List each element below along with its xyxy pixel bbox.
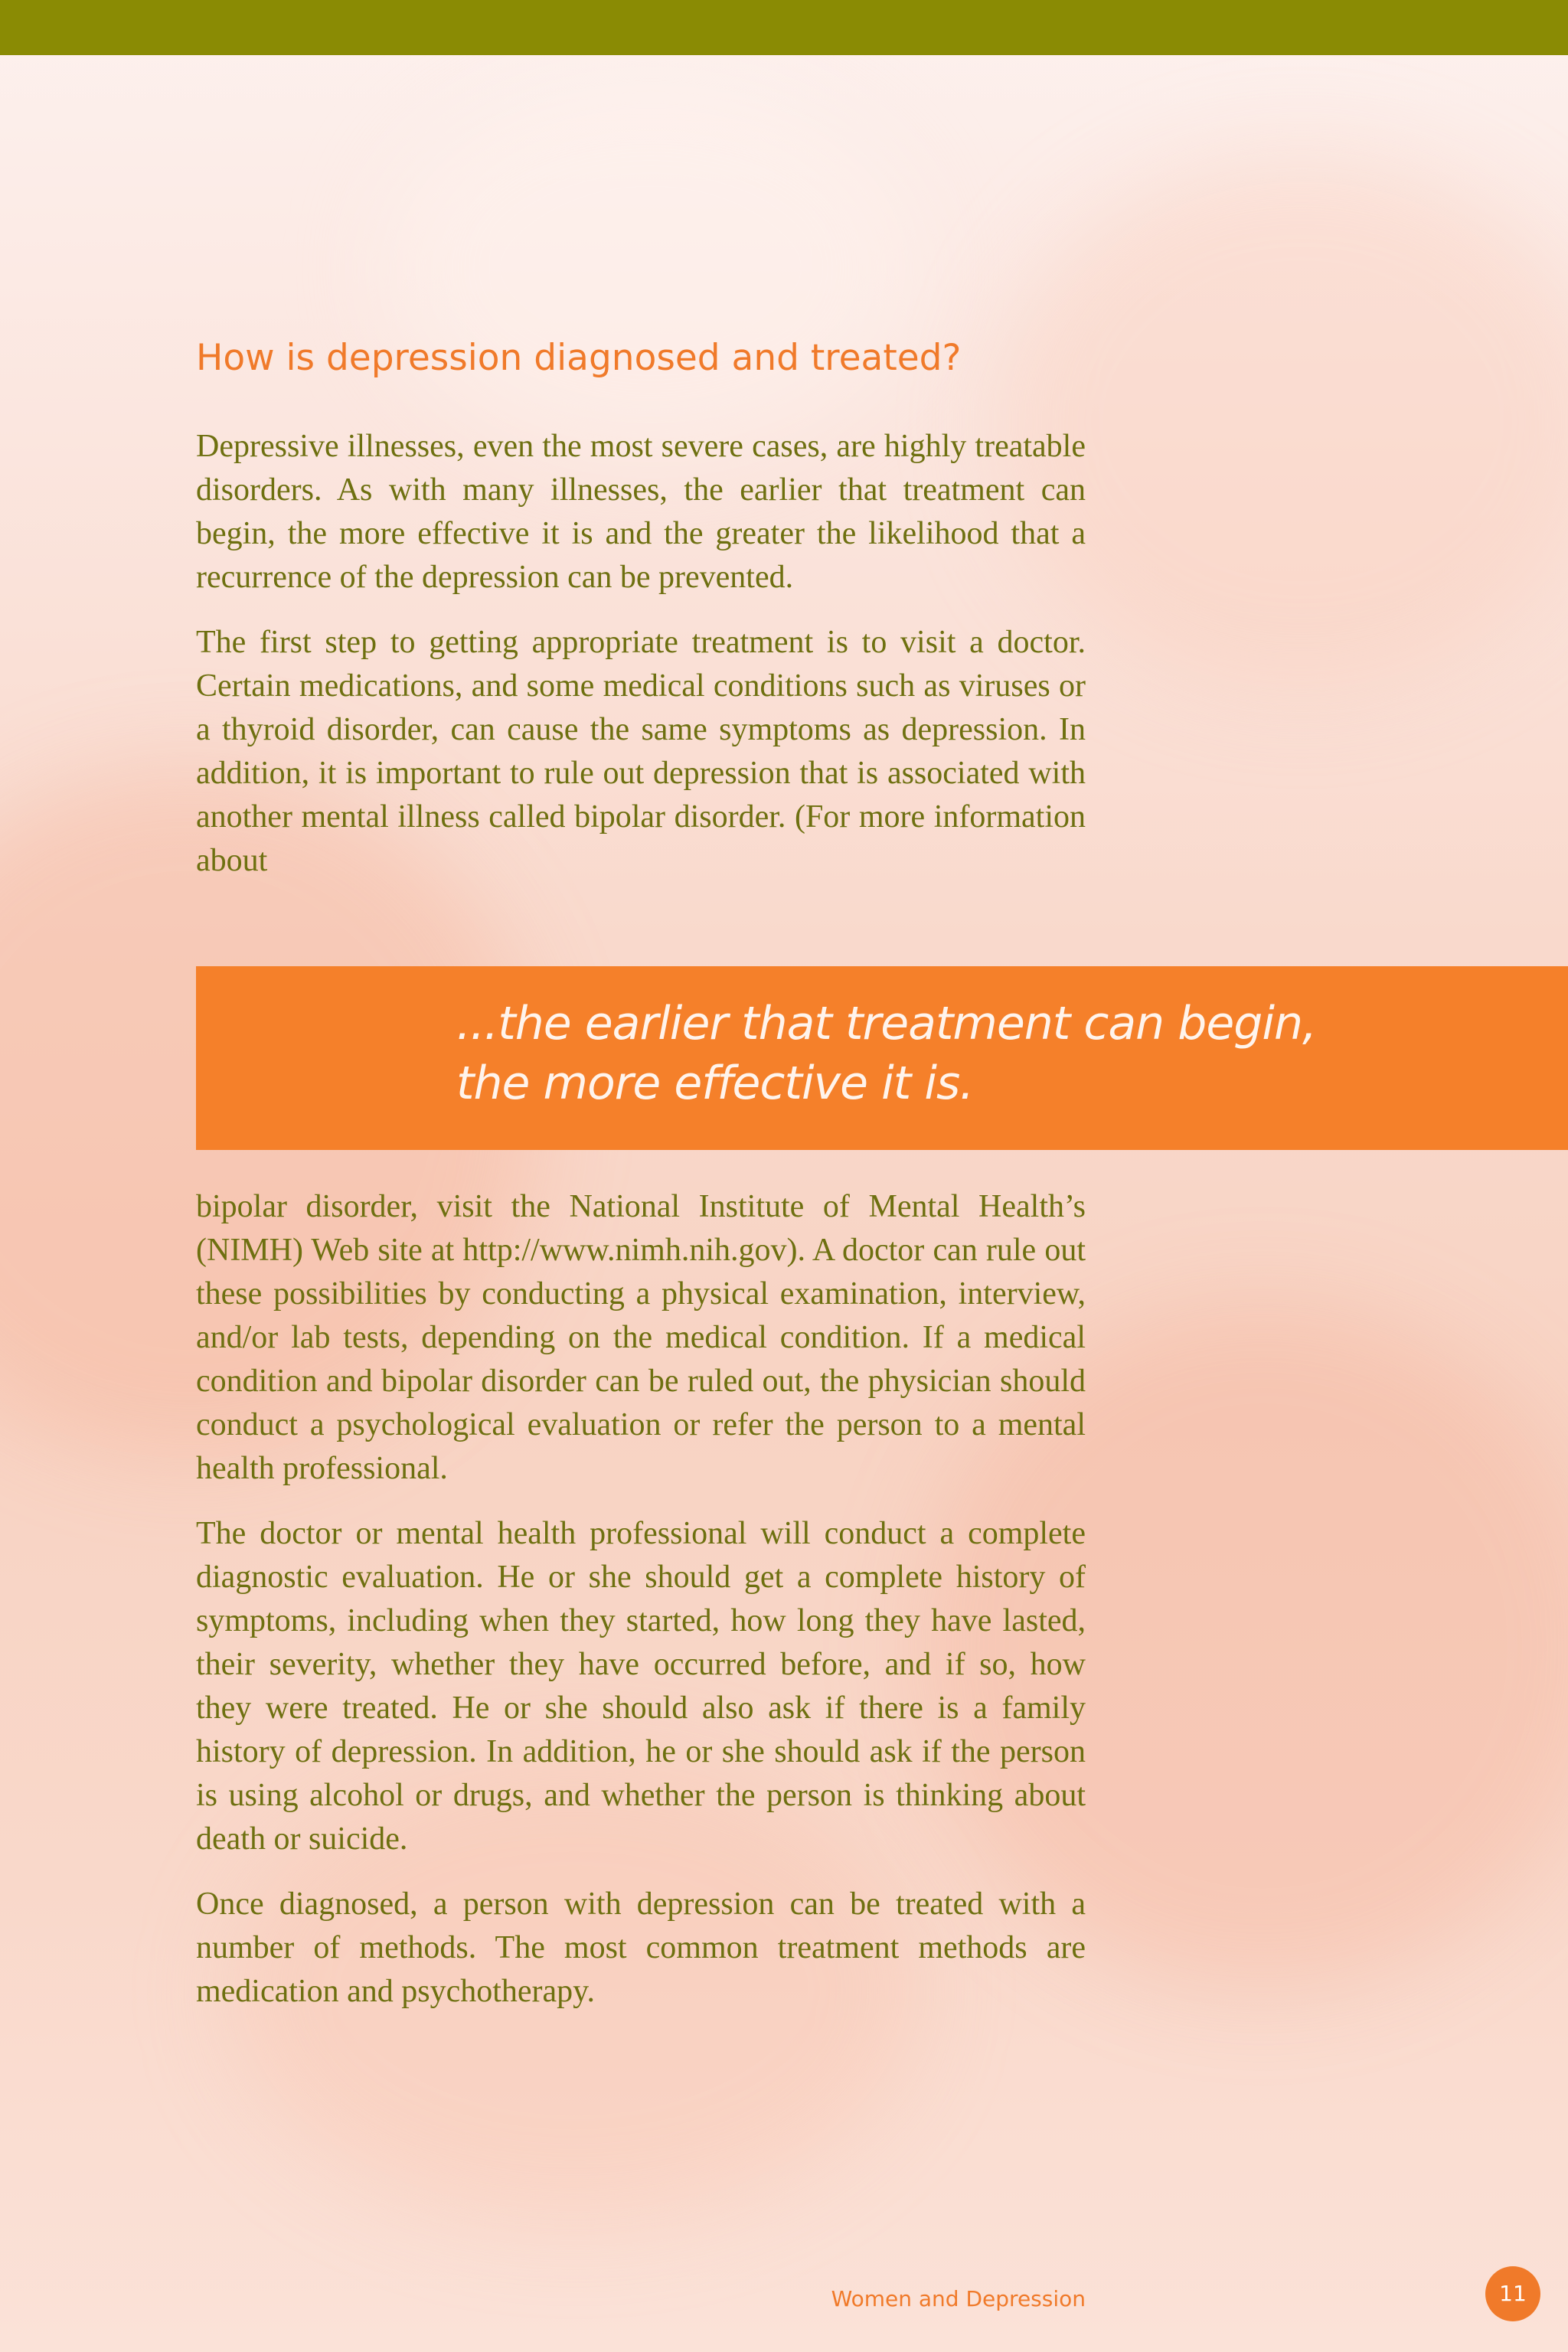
paragraph: The doctor or mental health professional will conduct a complete diagnostic evaluation. He or she should get a complete history of symptoms, including when they started, how long they have lasted, their severity, whether they have occurred before, and if so, how they were treated. He or she should also ask if there is a family history of depression. In addition, he or she should ask if the person is using alcohol or drugs, and whether the person is thinking about death or suicide.	[196, 1516, 1086, 1857]
header-color-bar	[0, 0, 1568, 55]
footer-publication-title: Women and Depression	[831, 2286, 1086, 2311]
pull-quote-line: the more effective it is.	[456, 1057, 974, 1110]
section-heading: How is depression diagnosed and treated?	[196, 337, 962, 379]
page-number-badge: 11	[1485, 2266, 1540, 2321]
paragraph: Once diagnosed, a person with depression can be treated with a number of methods. The most common treatment methods are medication and psychotherapy.	[196, 1886, 1086, 2009]
pull-quote-line: ...the earlier that treatment can begin,	[456, 997, 1317, 1050]
paragraph: Depressive illnesses, even the most severe cases, are highly treatable disorders. As with many illnesses, the earlier that treatment can begin, the more effective it is and the greater the likelihood that a recurrence of the depression can be prevented.	[196, 429, 1086, 595]
body-column-lower	[196, 1185, 1086, 2035]
paragraph: bipolar disorder, visit the National Institute of Mental Health’s (NIMH) Web site at http://www.nimh.nih.gov). A doctor can rule out these possibilities by conducting a physical examination, interview, and/or lab tests, depending on the medical condition. If a medical condition and bipolar disorder can be ruled out, the physician should conduct a psychological evaluation or refer the person to a mental health professional.	[196, 1189, 1086, 1486]
pull-quote	[456, 994, 1452, 1113]
pull-quote-band	[196, 966, 1568, 1150]
paragraph: The first step to getting appropriate treatment is to visit a doctor. Certain medications, and some medical conditions such as viruses or a thyroid disorder, can cause the same symptoms as depression. In addition, it is important to rule out depression that is associated with another mental illness called bipolar disorder. (For more information about	[196, 625, 1086, 878]
body-column-upper	[196, 425, 1086, 904]
